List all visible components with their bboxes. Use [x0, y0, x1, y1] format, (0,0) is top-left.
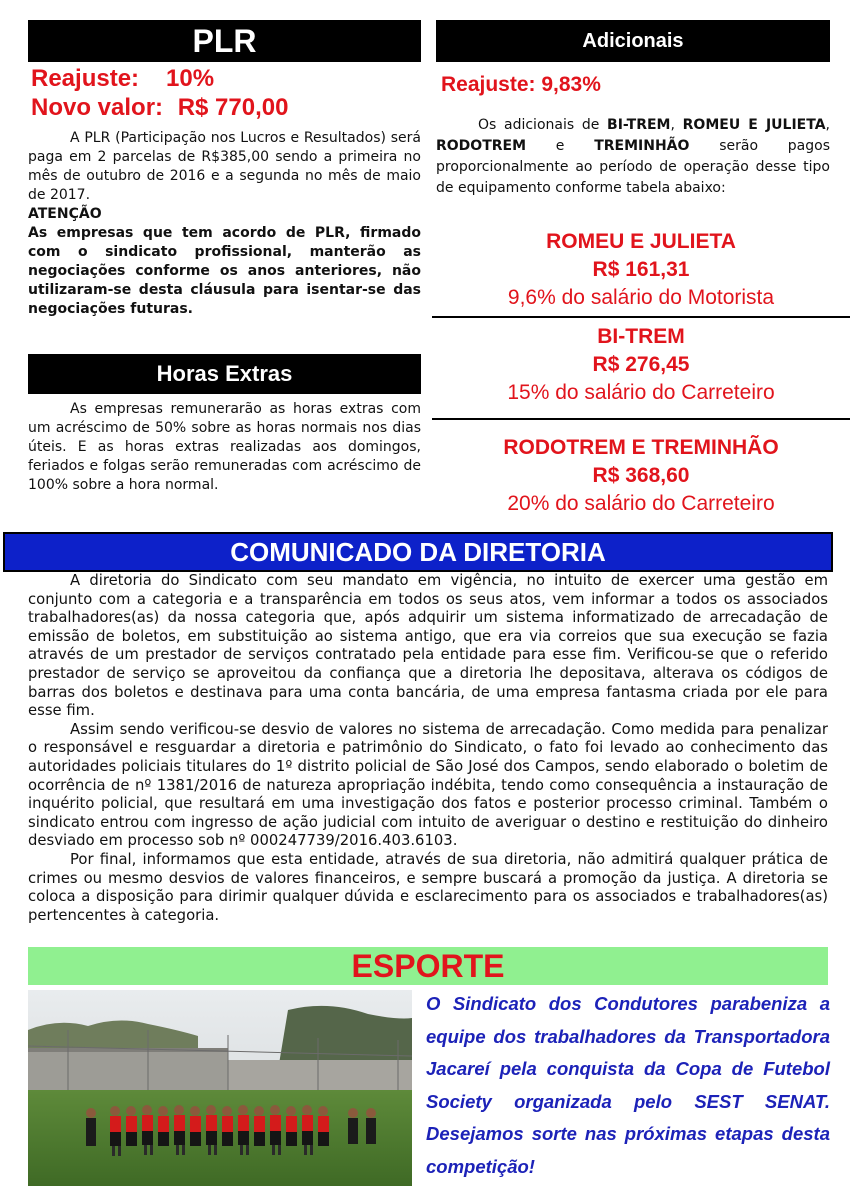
adicional-item-rodotrem — [432, 434, 850, 518]
comunicado-title-bar — [3, 532, 833, 572]
horas-extras-title-bar — [28, 354, 421, 394]
team-photo — [28, 990, 412, 1186]
adicionais-intro-text: Os adicionais de BI-TREM, ROMEU E JULIETA, RODOTREM e TREMINHÃO serão pagos proporcionalmente ao período de operação desse tipo de equipamento conforme tabela abaixo: — [436, 117, 830, 196]
plr-reajuste-value: 10% — [166, 65, 215, 92]
esporte-title-bar — [28, 947, 828, 985]
plr-title: PLR — [192, 23, 257, 59]
bitrem-bold: BI-TREM — [607, 117, 671, 133]
adicional-note: 9,6% do salário do Motorista — [507, 286, 775, 309]
comunicado-paragraph: A diretoria do Sindicato com seu mandato em vigência, no intuito de exercer uma gestão em conjunto com a categoria e a transparência em todos os seus atos, vem informar a todos os associados trabalhadores(as) da nossa categoria que, após adquirir um sistema informatizado de arrecadação de emissão de boletos, em substituição ao sistema antigo, que era via correios que sua execução se fazia através de um prestador de serviços contratado pela entidade para esse fim. Verificou-se que o referido prestador de serviço se aproveitou da confiança que a diretoria lhe depositava, alterava os códigos de barras dos boletos e destinava para uma conta bancária, de uma empresa fantasma criada por ele para esse fim. — [28, 572, 828, 720]
plr-body — [28, 129, 421, 319]
plr-novo-valor — [31, 93, 288, 122]
comunicado-title: COMUNICADO DA DIRETORIA — [230, 537, 606, 567]
adicional-note: 20% do salário do Carreteiro — [507, 492, 775, 515]
romeu-bold: ROMEU E JULIETA — [682, 117, 826, 133]
adicional-note: 15% do salário do Carreteiro — [507, 381, 775, 404]
adicionais-title-bar — [436, 20, 830, 62]
plr-reajuste-label: Reajuste: — [31, 65, 140, 92]
adicionais-reajuste: Reajuste: 9,83% — [441, 73, 601, 96]
comunicado-paragraph: Por final, informamos que esta entidade, através de sua diretoria, não admitirá qualquer prática de crimes ou mesmo desvios de valores financeiros, e sempre buscará a promoção da justiça. A diretoria se coloca a disposição para dirimir qualquer dúvida e esclarecimento para os associados e trabalhadores(as) pertencentes à categoria. — [28, 850, 828, 924]
horas-extras-text: As empresas remunerarão as horas extras com um acréscimo de 50% sobre as horas normais nos dias úteis. E as horas extras realizadas aos domingos, feriados e folgas serão remuneradas com acréscimo de 100% sobre a hora normal. — [28, 401, 421, 493]
adicional-item-bitrem — [432, 323, 850, 407]
plr-body-text: A PLR (Participação nos Lucros e Resultados) será paga em 2 parcelas de R$385,00 sendo a primeira no mês de outubro de 2016 e a segunda no mês de maio de 2017. — [28, 130, 421, 203]
esporte-text: O Sindicato dos Condutores parabeniza a equipe dos trabalhadores da Transportadora Jacareí pela conquista da Copa de Futebol Society organizada pelo SEST SENAT. Desejamos sorte nas próximas etapas desta competição! — [426, 993, 830, 1177]
adicionais-intro — [436, 115, 830, 199]
adicionais-title: Adicionais — [582, 30, 684, 52]
adicional-value: R$ 276,45 — [592, 353, 690, 376]
comunicado-paragraph: Assim sendo verificou-se desvio de valores no sistema de arrecadação. Como medida para penalizar o responsável e resguardar a diretoria e patrimônio do Sindicato, o fato foi levado ao conhecimento das autoridades policiais titulares do 1º distrito policial de São José dos Campos, sendo elaborado o boletim de ocorrência de nº 1381/2016 de natureza apropriação indébita, tendo como consequência a instauração de inquérito policial, que resultará em uma investigação dos fatos e posterior processo criminal. Também o sindicato entrou com ingresso de ação judicial com intuito de averiguar o destino e restituição do dinheiro desviado em processo sob nº 000247739/2016.403.6103. — [28, 720, 828, 850]
horas-extras-body — [28, 400, 421, 495]
plr-reajuste — [31, 64, 215, 93]
adicional-value: R$ 368,60 — [592, 464, 690, 487]
comunicado-body — [28, 572, 828, 925]
horas-extras-title: Horas Extras — [156, 361, 293, 386]
adicional-item-romeu — [432, 228, 850, 312]
adicional-name: RODOTREM E TREMINHÃO — [503, 436, 779, 459]
adicional-divider — [432, 418, 850, 420]
adicional-name: ROMEU E JULIETA — [546, 230, 736, 253]
adicional-value: R$ 161,31 — [592, 258, 690, 281]
plr-atencao-label: ATENÇÃO — [28, 206, 102, 222]
esporte-title: ESPORTE — [351, 948, 505, 984]
adicional-name: BI-TREM — [597, 325, 685, 348]
plr-novo-valor-label: Novo valor: — [31, 94, 164, 121]
rodotrem-bold: RODOTREM — [436, 138, 527, 154]
plr-novo-valor-value: R$ 770,00 — [177, 94, 289, 121]
treminhao-bold: TREMINHÃO — [594, 138, 690, 154]
plr-atencao-text: As empresas que tem acordo de PLR, firmado com o sindicato profissional, manterão as negociações conforme os anos anteriores, não utilizaram-se desta cláusula para isentar-se das negociações futuras. — [28, 225, 421, 317]
adicional-divider — [432, 316, 850, 318]
plr-title-bar — [28, 20, 421, 62]
